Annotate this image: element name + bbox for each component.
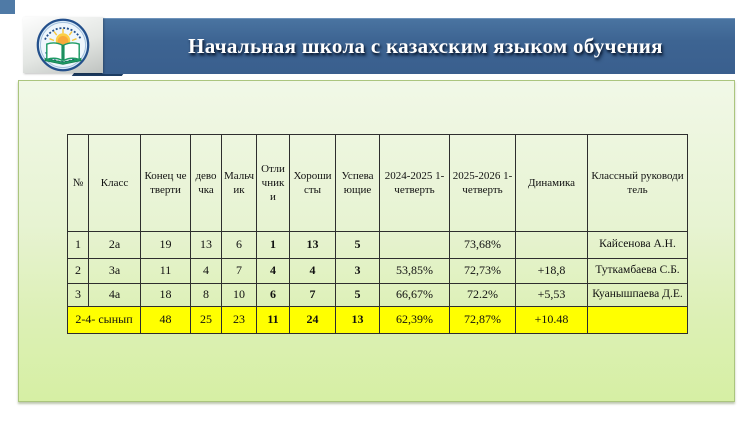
cell-2025-2026: 72,73% — [450, 259, 516, 284]
cell-girls: 4 — [191, 259, 222, 284]
table-row — [68, 259, 688, 284]
cell-2025-2026: 72.2% — [450, 284, 516, 307]
total-excellent: 11 — [257, 307, 290, 334]
cell-2024-2025 — [380, 232, 450, 259]
title-banner — [102, 18, 735, 74]
cell-passing: 5 — [336, 232, 380, 259]
col-header-quarter-end: Конец четверти — [141, 135, 191, 232]
cell-boys: 6 — [222, 232, 257, 259]
col-header-dynamics: Динамика — [516, 135, 588, 232]
col-header-excellent: Отличники — [257, 135, 290, 232]
cell-good: 13 — [290, 232, 336, 259]
total-girls: 25 — [191, 307, 222, 334]
col-header-2024-2025: 2024-2025 1-четверть — [380, 135, 450, 232]
cell-girls: 8 — [191, 284, 222, 307]
total-good: 24 — [290, 307, 336, 334]
cell-2024-2025: 53,85% — [380, 259, 450, 284]
results-table-container — [67, 134, 688, 334]
col-header-girls: девочка — [191, 135, 222, 232]
results-table — [67, 134, 688, 334]
cell-number: 3 — [68, 284, 89, 307]
table-row — [68, 284, 688, 307]
cell-dynamics — [516, 232, 588, 259]
col-header-good: Хорошисты — [290, 135, 336, 232]
cell-class-teacher: Кайсенова А.Н. — [588, 232, 688, 259]
cell-excellent: 4 — [257, 259, 290, 284]
col-header-passing: Успевающие — [336, 135, 380, 232]
cell-passing: 5 — [336, 284, 380, 307]
cell-class: 2а — [89, 232, 141, 259]
total-passing: 13 — [336, 307, 380, 334]
cell-dynamics: +5,53 — [516, 284, 588, 307]
cell-dynamics: +18,8 — [516, 259, 588, 284]
col-header-class-teacher: Классный руководитель — [588, 135, 688, 232]
school-logo — [23, 17, 103, 73]
corner-accent-square — [0, 0, 15, 14]
cell-excellent: 1 — [257, 232, 290, 259]
page-title: Начальная школа с казахским языком обучения — [188, 34, 663, 58]
total-class-teacher — [588, 307, 688, 334]
total-boys: 23 — [222, 307, 257, 334]
cell-quarter-end: 18 — [141, 284, 191, 307]
cell-class: 3а — [89, 259, 141, 284]
cell-quarter-end: 19 — [141, 232, 191, 259]
cell-quarter-end: 11 — [141, 259, 191, 284]
total-row — [68, 307, 688, 334]
header-row — [68, 135, 688, 232]
col-header-number: № — [68, 135, 89, 232]
cell-boys: 7 — [222, 259, 257, 284]
cell-number: 1 — [68, 232, 89, 259]
total-dynamics: +10.48 — [516, 307, 588, 334]
cell-number: 2 — [68, 259, 89, 284]
cell-girls: 13 — [191, 232, 222, 259]
cell-class-teacher: Туткамбаева С.Б. — [588, 259, 688, 284]
school-emblem-icon — [36, 18, 90, 72]
cell-2024-2025: 66,67% — [380, 284, 450, 307]
cell-class-teacher: Куанышпаева Д.Е. — [588, 284, 688, 307]
cell-good: 7 — [290, 284, 336, 307]
col-header-boys: Мальчик — [222, 135, 257, 232]
table-row — [68, 232, 688, 259]
total-2024-2025: 62,39% — [380, 307, 450, 334]
cell-2025-2026: 73,68% — [450, 232, 516, 259]
cell-boys: 10 — [222, 284, 257, 307]
cell-good: 4 — [290, 259, 336, 284]
total-2025-2026: 72,87% — [450, 307, 516, 334]
cell-passing: 3 — [336, 259, 380, 284]
cell-class: 4а — [89, 284, 141, 307]
total-quarter-end: 48 — [141, 307, 191, 334]
col-header-class: Класс — [89, 135, 141, 232]
col-header-2025-2026: 2025-2026 1-четверть — [450, 135, 516, 232]
cell-excellent: 6 — [257, 284, 290, 307]
total-label: 2-4- сынып — [68, 307, 141, 334]
